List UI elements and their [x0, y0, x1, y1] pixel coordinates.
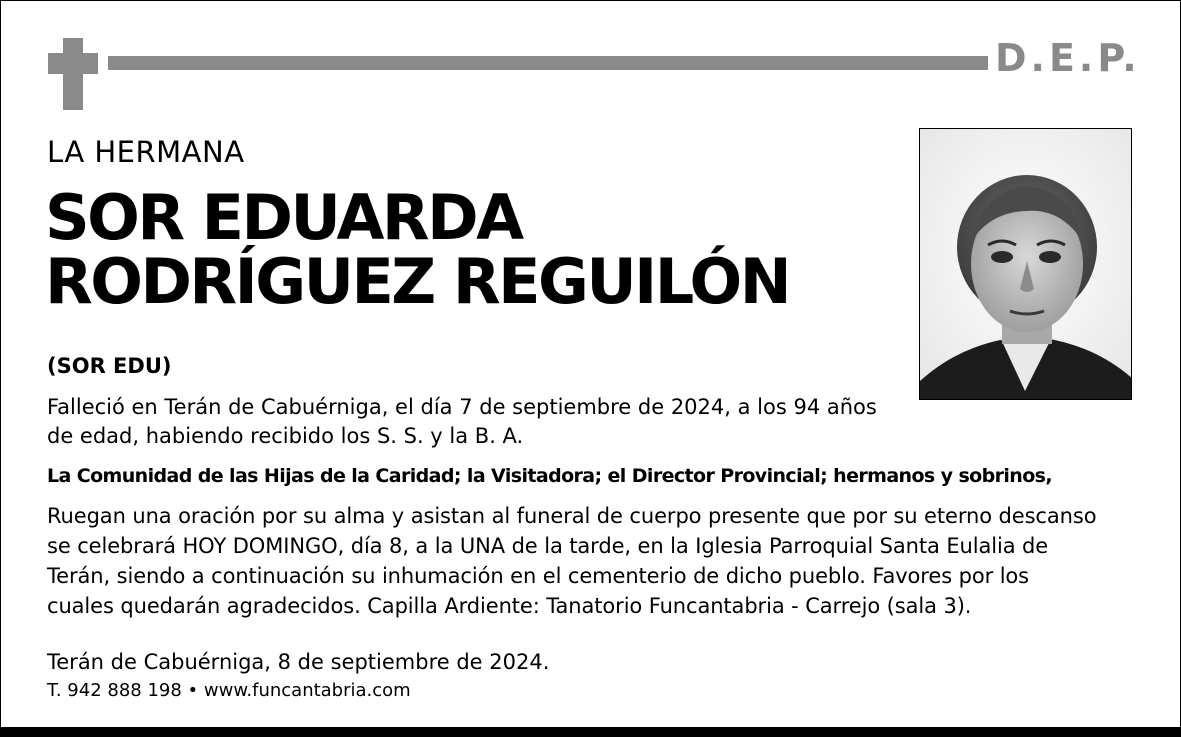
death-notice: Falleció en Terán de Cabuérniga, el día 7 de septiembre de 2024, a los 94 años de edad, habiendo recibido los S. S. y la B. A. — [47, 395, 877, 448]
bottom-rule — [0, 727, 1181, 737]
funeral-details-line: Terán, siendo a continuación su inhumación en el cementerio de dicho pueblo. Favores por los — [47, 564, 1030, 588]
intro-label: LA HERMANA — [47, 135, 245, 169]
mourners-list: La Comunidad de las Hijas de la Caridad; la Visitadora; el Director Provincial; hermanos y sobrinos, — [47, 465, 1053, 487]
place-date: Terán de Cabuérniga, 8 de septiembre de 2024. — [47, 650, 550, 674]
header-rule — [108, 56, 988, 70]
funeral-details — [47, 501, 1142, 621]
portrait-image — [920, 129, 1132, 400]
deceased-name — [45, 181, 790, 318]
portrait-photo — [919, 128, 1132, 400]
funeral-details-line: cuales quedarán agradecidos. Capilla Ardiente: Tanatorio Funcantabria - Carrejo (sala 3). — [47, 594, 972, 618]
contact-info: T. 942 888 198 • www.funcantabria.com — [47, 680, 411, 701]
name-line-1: SOR EDUARDA — [45, 181, 522, 254]
name-line-2: RODRÍGUEZ REGUILÓN — [45, 245, 790, 318]
cross-icon-bar — [48, 53, 98, 74]
dep-label: D.E.P. — [995, 36, 1141, 80]
nickname: (SOR EDU) — [47, 354, 172, 378]
cross-icon — [63, 38, 83, 110]
funeral-details-line: se celebrará HOY DOMINGO, día 8, a la UNA de la tarde, en la Iglesia Parroquial Santa Eulalia de — [47, 534, 1049, 558]
funeral-details-line: Ruegan una oración por su alma y asistan al funeral de cuerpo presente que por su eterno descanso — [47, 504, 1097, 528]
